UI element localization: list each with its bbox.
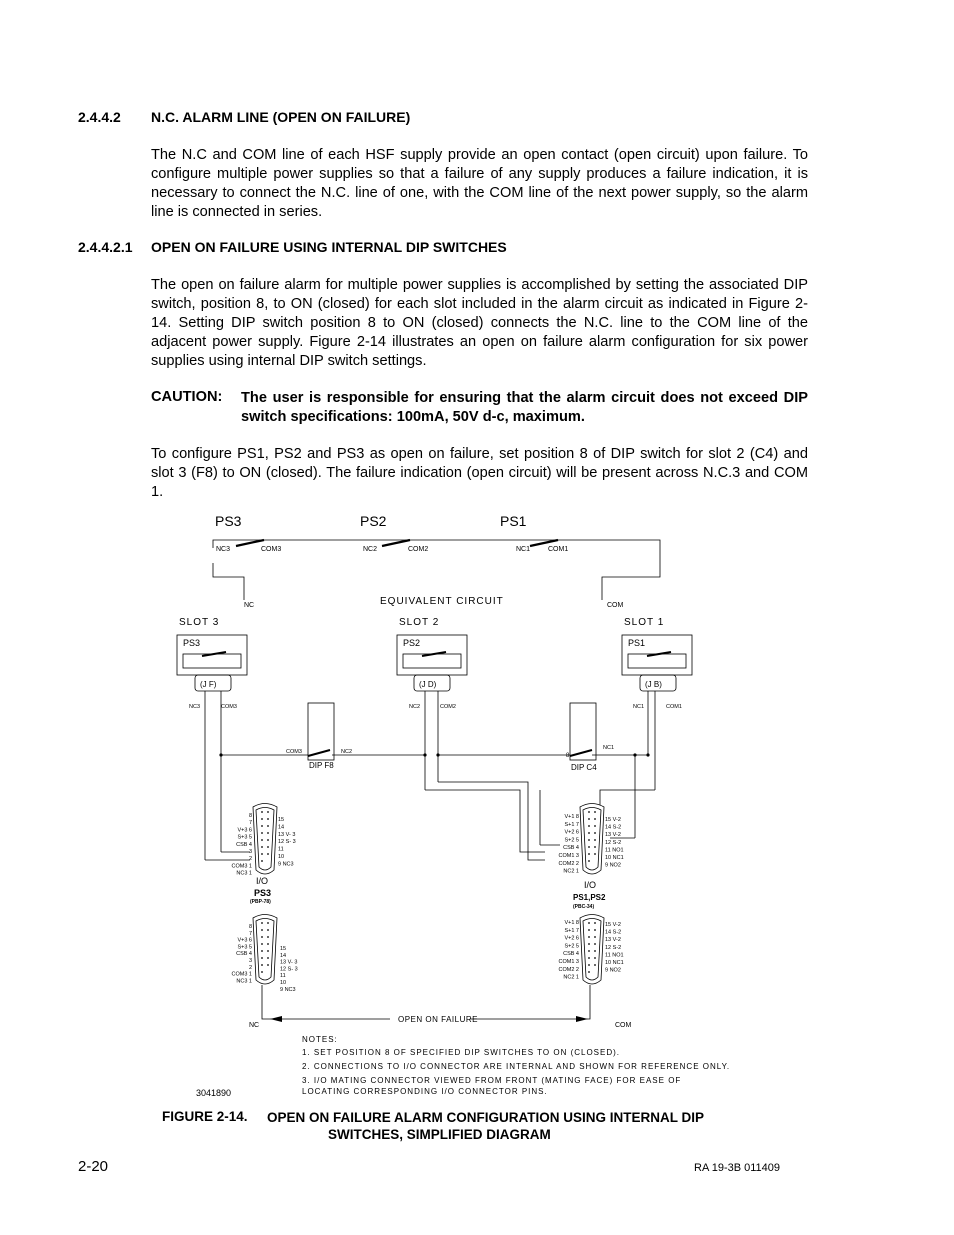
pin-label: 12 S-2 — [605, 944, 622, 951]
pin-label: CSB 4 — [563, 951, 579, 958]
connector-pin — [261, 922, 263, 924]
connector-pin — [588, 853, 590, 855]
open-on-failure-label: OPEN ON FAILURE — [398, 1015, 478, 1024]
pin-label: 14 S-2 — [605, 824, 622, 831]
dip-c4-pos: 8 — [566, 753, 570, 759]
connector-pin — [594, 832, 596, 834]
slot3-nc-label: NC3 — [189, 704, 201, 710]
connector-pin — [588, 936, 590, 938]
slot3-com-label: COM3 — [221, 704, 237, 710]
connector-pin — [261, 964, 263, 966]
pin-label: COM3 1 — [231, 971, 252, 978]
pin-label: 15 V-2 — [605, 922, 621, 928]
connector-pin — [588, 971, 590, 973]
connector-pin — [267, 943, 269, 945]
eq-switch-ps2 — [382, 540, 410, 546]
pin-label: 15 — [278, 817, 285, 823]
eq-nc1-label: NC1 — [516, 546, 531, 553]
paragraph-dip-switches: The open on failure alarm for multiple power supplies is accomplished by setting the associated DIP switch, position 8, to ON (closed) for each slot included in the alarm circuit as indicated in Figure 2-14. Setting DIP switch position 8 to ON (closed) connects the N.C. line to the COM line of the adjacent power supply. Figure 2-14 illustrates an open on failure alarm configuration for six power supplies using internal DIP switch settings. — [151, 277, 808, 369]
connector-pin — [267, 825, 269, 827]
jack-b-label: (J B) — [645, 680, 662, 689]
dip-f8-com3: COM3 — [286, 749, 302, 755]
pin-label: S+2 5 — [564, 943, 579, 950]
connector-pin — [261, 853, 263, 855]
pin-label: S+1 7 — [564, 821, 579, 828]
pin-label: 9 NO2 — [605, 967, 621, 974]
connector-pin — [594, 964, 596, 966]
connector-pin — [594, 839, 596, 841]
connector-pin — [261, 860, 263, 862]
pin-label: 12 S- 3 — [278, 839, 296, 846]
note-3-cont: LOCATING CORRESPONDING I/O CONNECTOR PINS. — [302, 1087, 548, 1096]
connector-pin — [588, 825, 590, 827]
figure-title-line1: OPEN ON FAILURE ALARM CONFIGURATION USING INTERNAL DIP — [267, 1110, 705, 1125]
figure-title — [267, 1109, 737, 1143]
right-mating-pins — [559, 920, 579, 981]
slot3-ps-label: PS3 — [183, 638, 201, 648]
eq-ps2-label: PS2 — [360, 513, 387, 529]
pin-label: 14 — [280, 952, 287, 959]
pin-label: 14 — [278, 824, 285, 831]
pin-label: 10 NC1 — [605, 960, 624, 966]
pin-label: 14 S-2 — [605, 929, 622, 936]
connector-pin — [267, 846, 269, 848]
connector-pin — [261, 818, 263, 820]
connector-pin — [267, 832, 269, 834]
connector-pin — [267, 957, 269, 959]
pin-label: COM2 2 — [558, 860, 579, 867]
pin-label: 11 — [278, 846, 284, 853]
drawing-number: 3041890 — [196, 1088, 232, 1098]
pin-label: NC3 1 — [236, 978, 252, 985]
pin-label: 2 — [248, 856, 252, 863]
connector-pin — [594, 943, 596, 945]
connector-pin — [267, 853, 269, 855]
figure-number: FIGURE 2-14. — [162, 1109, 248, 1124]
right-connector-right-pins — [605, 817, 624, 869]
connector-pin — [261, 957, 263, 959]
connector-pin — [588, 950, 590, 952]
pin-label: 7 — [248, 820, 252, 827]
pin-label: 10 — [278, 854, 285, 860]
pin-label: NC2 1 — [563, 974, 579, 981]
bottom-com-label: COM — [615, 1022, 632, 1029]
connector-pin — [261, 943, 263, 945]
eq-nc3-label: NC3 — [216, 546, 231, 553]
connector-pin — [267, 818, 269, 820]
pin-label: V+3 6 — [237, 937, 252, 944]
pin-label: V+3 6 — [237, 827, 252, 834]
connector-pin — [588, 943, 590, 945]
connector-pin — [267, 839, 269, 841]
connector-pin — [588, 964, 590, 966]
eq-com1-label: COM1 — [548, 546, 569, 553]
document-id: RA 19-3B 011409 — [694, 1162, 781, 1174]
pin-label: 12 S- 3 — [280, 966, 298, 973]
connector-pin — [588, 922, 590, 924]
caution-text: The user is responsible for ensuring that the alarm circuit does not exceed DIP switch specifications: 100mA, 50V d-c, maximum. — [241, 390, 808, 425]
note-3: 3. I/O MATING CONNECTOR VIEWED FROM FRONT (MATING FACE) FOR EASE OF — [302, 1076, 682, 1085]
pin-label: 7 — [248, 930, 252, 937]
pin-label: S+3 5 — [237, 944, 252, 951]
eq-wire-left — [213, 563, 244, 600]
connector-pin — [594, 957, 596, 959]
pin-label: V+2 6 — [564, 829, 579, 836]
eq-nc-end: NC — [244, 602, 255, 609]
section-title: N.C. ALARM LINE (OPEN ON FAILURE) — [151, 109, 411, 125]
dip-c4-label: DIP C4 — [571, 763, 597, 772]
connector-pin — [261, 839, 263, 841]
pin-label: S+2 5 — [564, 837, 579, 844]
io-label-left: I/O — [256, 876, 269, 886]
pin-label: V+1 8 — [564, 814, 579, 820]
section-number: 2.4.4.2 — [78, 109, 121, 125]
pin-label: NC3 1 — [236, 870, 252, 877]
pin-label: COM1 3 — [558, 959, 579, 965]
connector-pin — [267, 922, 269, 924]
pin-label: COM1 3 — [558, 853, 579, 859]
pin-label: COM3 1 — [231, 863, 252, 870]
pin-label: 10 — [280, 980, 287, 986]
slot1-label: SLOT 1 — [624, 617, 665, 628]
paragraph-configure: To configure PS1, PS2 and PS3 as open on failure, set position 8 of DIP switch for slot 2 (C4) and slot 3 (F8) to ON (closed). The failure indication (open circuit) will be present across N.C.3 and COM 1. — [151, 446, 808, 500]
io-ps3-label: PS3 — [254, 888, 272, 898]
right-connector-pins — [559, 814, 579, 875]
connector-pin — [261, 832, 263, 834]
eq-com2-label: COM2 — [408, 546, 429, 553]
pin-label: V+2 6 — [564, 935, 579, 942]
paragraph-nc-alarm: The N.C and COM line of each HSF supply provide an open contact (open circuit) upon failure. To configure multiple power supplies so that a failure of any supply produces a failure indication, it is necessary to connect the N.C. line of one, with the COM line of the next power supply, so the alarm line is connected in series. — [151, 147, 808, 220]
connector-pin — [267, 950, 269, 952]
pin-label: COM2 2 — [558, 966, 579, 973]
connector-pin — [588, 818, 590, 820]
connector-pin — [594, 936, 596, 938]
pin-label: S+1 7 — [564, 927, 579, 934]
pin-label: 13 V-2 — [605, 937, 621, 944]
slot1-ps-label: PS1 — [628, 638, 646, 648]
page-number: 2-20 — [78, 1158, 109, 1175]
left-connector-right-pins — [278, 817, 296, 867]
pin-label: 3 — [248, 958, 252, 964]
connector-pin — [594, 818, 596, 820]
connector-pin — [261, 929, 263, 931]
right-mating-right-pins — [605, 922, 624, 974]
eq-com3-label: COM3 — [261, 546, 282, 553]
slot2-ps-label: PS2 — [403, 638, 421, 648]
slot1-com-label: COM1 — [666, 704, 682, 710]
slot2-label: SLOT 2 — [399, 617, 440, 628]
dip-f8-nc2: NC2 — [341, 749, 353, 755]
eq-ps3-label: PS3 — [215, 513, 242, 529]
pin-label: 13 V- 3 — [280, 959, 298, 966]
connector-pin — [588, 832, 590, 834]
slot1-nc-label: NC1 — [633, 704, 645, 710]
pin-label: 11 NO1 — [605, 847, 624, 854]
dip-c4-nc1: NC1 — [603, 745, 615, 751]
jack-d-label: (J D) — [419, 680, 437, 689]
pin-label: CSB 4 — [563, 845, 579, 852]
connector-pin — [594, 853, 596, 855]
slot2-com-label: COM2 — [440, 704, 456, 710]
io-ps12-part: (PBC-34) — [573, 904, 595, 910]
bottom-nc-label: NC — [249, 1022, 260, 1029]
pin-label: 11 NO1 — [605, 952, 624, 959]
connector-pin — [588, 839, 590, 841]
io-ps12-label: PS1,PS2 — [573, 893, 606, 902]
connector-pin — [594, 846, 596, 848]
eq-ps1-label: PS1 — [500, 513, 527, 529]
pin-label: 3 — [248, 849, 252, 855]
equivalent-circuit-title: EQUIVALENT CIRCUIT — [380, 596, 504, 607]
pin-label: 10 NC1 — [605, 855, 624, 861]
pin-label: 13 V- 3 — [278, 831, 296, 838]
pin-label: V+1 8 — [564, 920, 579, 926]
pin-label: 2 — [248, 964, 252, 971]
dip-f8-label: DIP F8 — [309, 761, 334, 770]
connector-pin — [594, 811, 596, 813]
notes-title: NOTES: — [302, 1035, 338, 1044]
connector-pin — [261, 936, 263, 938]
connector-pin — [261, 811, 263, 813]
eq-com-end: COM — [607, 602, 624, 609]
pin-label: 9 NC3 — [280, 986, 296, 993]
pin-label: 8 — [248, 924, 252, 930]
slot2-nc-label: NC2 — [409, 704, 421, 710]
pin-label: 9 NC3 — [278, 861, 294, 868]
pin-label: 13 V-2 — [605, 832, 621, 839]
caution-label: CAUTION: — [151, 389, 223, 405]
connector-pin — [267, 929, 269, 931]
pin-label: NC2 1 — [563, 868, 579, 875]
eq-nc2-label: NC2 — [363, 546, 378, 553]
wiring-diagram — [0, 505, 954, 1105]
connector-pin — [588, 929, 590, 931]
connector-pin — [267, 964, 269, 966]
connector-pin — [588, 860, 590, 862]
note-2: 2. CONNECTIONS TO I/O CONNECTOR ARE INTERNAL AND SHOWN FOR REFERENCE ONLY. — [302, 1062, 731, 1071]
note-1: 1. SET POSITION 8 OF SPECIFIED DIP SWITCHES TO ON (CLOSED). — [302, 1048, 621, 1057]
connector-pin — [588, 846, 590, 848]
connector-pin — [588, 957, 590, 959]
jack-f-label: (J F) — [200, 680, 217, 689]
left-mating-right-pins — [280, 946, 298, 993]
pin-label: CSB 4 — [236, 951, 252, 958]
pin-label: CSB 4 — [236, 841, 252, 848]
io-ps3-part: (PBP-78) — [250, 899, 271, 905]
connector-pin — [594, 929, 596, 931]
pin-label: S+3 5 — [237, 834, 252, 841]
connector-pin — [267, 811, 269, 813]
connector-pin — [588, 811, 590, 813]
pin-label: 15 — [280, 946, 287, 952]
eq-switch-ps3 — [236, 540, 264, 546]
connector-pin — [267, 936, 269, 938]
connector-pin — [594, 825, 596, 827]
pin-label: 11 — [280, 973, 286, 980]
pin-label: 12 S-2 — [605, 839, 622, 846]
connector-pin — [261, 950, 263, 952]
connector-pin — [261, 846, 263, 848]
io-label-right: I/O — [584, 880, 597, 890]
left-mating-pins — [232, 924, 252, 984]
connector-pin — [594, 950, 596, 952]
pin-label: 8 — [248, 813, 252, 819]
subsection-number: 2.4.4.2.1 — [78, 239, 133, 255]
left-connector-pins — [232, 813, 252, 877]
connector-pin — [261, 825, 263, 827]
connector-pin — [594, 922, 596, 924]
subsection-title: OPEN ON FAILURE USING INTERNAL DIP SWITCHES — [151, 239, 507, 255]
pin-label: 15 V-2 — [605, 817, 621, 823]
pin-label: 9 NO2 — [605, 862, 621, 869]
slot3-label: SLOT 3 — [179, 617, 220, 628]
connector-pin — [261, 971, 263, 973]
figure-title-line2: SWITCHES, SIMPLIFIED DIAGRAM — [328, 1127, 551, 1142]
